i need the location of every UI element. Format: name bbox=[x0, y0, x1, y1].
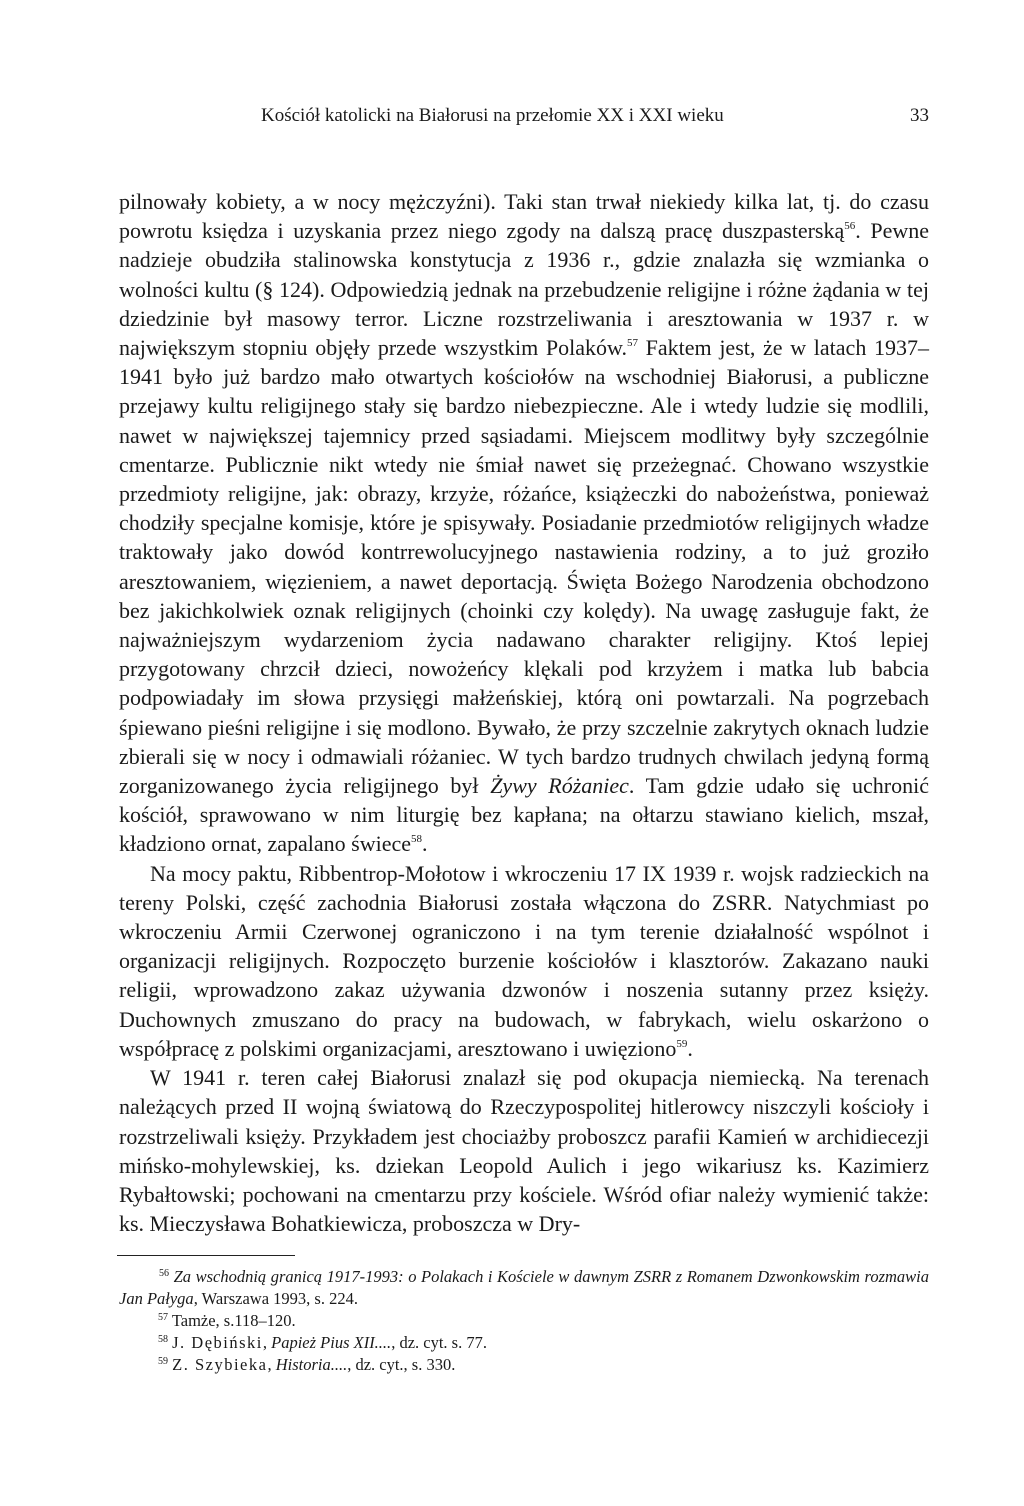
footnote-title: Za wschodnią granicą 1917-1993: o Polakach i Kościele w dawnym ZSRR z Romanem Dzwonkowskim rozmawia Jan Pałyga bbox=[119, 1267, 929, 1309]
running-header bbox=[119, 98, 929, 134]
footnote-author: Z. Szybieka bbox=[172, 1355, 268, 1375]
paragraph-text: Faktem jest, że w latach 1937–1941 było już bardzo mało otwartych kościołów na wschodniej Białorusi, a publiczne przejawy kultu religijnego stały się bardzo niebezpieczne. Ale i wtedy ludzie się modlili, nawet w największej tajemnicy przed sąsiadami. Miejscem modlitwy były szczególnie cmentarze. Publicznie nikt wtedy nie śmiał nawet się przeżegnać. Chowano wszystkie przedmioty religijne, jak: obrazy, krzyże, różańce, książeczki do nabożeństwa, ponieważ chodziły specjalne komisje, które je spisywały. Posiadanie przedmiotów religijnych władze traktowały jako dowód kontrrewolucyjnego nastawienia rodziny, a to już groziło aresztowaniem, więzieniem, a nawet deportacją. Święta Bożego Narodzenia obchodzono bez jakichkolwiek oznak religijnych (choinki czy kolędy). Na uwagę zasługuje fakt, że najważniejszym wydarzeniom życia nadawano charakter religijny. Ktoś lepiej przygotowany chrzcił dzieci, nowożeńcy klękali pod krzyżem i matka lub babcia podpowiadały im słowa przysięgi małżeńskiej, którą oni powtarzali. Na pogrzebach śpiewano pieśni religijne i się modlono. Bywało, że przy szczelnie zakrytych oknach ludzie zbierali się w nocy i odmawiali różaniec. W tych bardzo trudnych chwilach jedyną formą zorganizowanego życia religijnego był bbox=[119, 335, 929, 799]
paragraph-text: . bbox=[421, 831, 428, 857]
paragraph-text: pilnowały kobiety, a w nocy mężczyźni). Taki stan trwał niekiedy kilka lat, tj. do czasu powrotu księdza i uzyskania przez niego zgody na dalszą pracę duszpasterską bbox=[119, 189, 929, 244]
footnote-number: 59 bbox=[158, 1356, 168, 1368]
footnote-separator: , bbox=[262, 1333, 272, 1353]
footnote-56 bbox=[119, 1266, 929, 1310]
paragraph-text: Na mocy paktu, Ribbentrop-Mołotow i wkroczeniu 17 IX 1939 r. wojsk radzieckich na tereny Polski, część zachodnia Białorusi została włączona do ZSRR. Natychmiast po wkroczeniu Armii Czerwonej ograniczono i na tym terenie działalność wspólnot i organizacji religijnych. Rozpoczęto burzenie kościołów i klasztorów. Zakazano nauki religii, wprowadzono zakaz używania dzwonów i noszenia sutanny przez księży. Duchownych zmuszano do pracy na budowach, w fabrykach, wielu oskarżono o współpracę z polskimi organizacjami, aresztowano i uwięziono bbox=[119, 860, 929, 1061]
italic-term: Żywy Różaniec bbox=[490, 773, 629, 799]
paragraph-text: . Tam gdzie udało się uchronić kościół, sprawowano w nim liturgię bez kapłana; na ołtarzu stawiano kielich, mszał, kładziono ornat, zapalano świece bbox=[119, 773, 929, 857]
footnote-text: Tamże, s.118–120. bbox=[171, 1311, 296, 1331]
footnote-divider bbox=[117, 1255, 295, 1256]
paragraph-text: . Pewne nadzieje obudziła stalinowska konstytucja z 1936 r., gdzie znalazła się wzmianka o wolności kultu (§ 124). Odpowiedzią jednak na przebudzenie religijne i różne żądania w tej dziedzinie był masowy terror. Liczne rozstrzeliwania i aresztowania w 1937 r. w największym stopniu objęły przede wszystkim Polaków. bbox=[119, 218, 930, 361]
footnote-57 bbox=[119, 1310, 929, 1332]
main-text bbox=[119, 187, 929, 1238]
paragraph-3 bbox=[119, 1063, 929, 1238]
footnote-text: , dz. cyt. s. 77. bbox=[391, 1333, 487, 1353]
footnote-ref-56[interactable]: 56 bbox=[844, 220, 856, 233]
footnote-title: Historia.... bbox=[275, 1355, 348, 1375]
paragraph-text: W 1941 r. teren całej Białorusi znalazł się pod okupacja niemiecką. Na terenach należących przed II wojną światową do Rzeczypospolitej hitlerowcy niszczyli kościoły i rozstrzeliwali księży. Przykładem jest chociażby proboszcz parafii Kamień w archidiecezji mińsko-mohylewskiej, ks. dziekan Leopold Aulich i jego wikariusz ks. Kazimierz Rybałtowski; pochowani na cmentarzu przy kościele. Wśród ofiar należy wymienić także: ks. Mieczysława Bohatkiewicza, proboszcza w Dry- bbox=[119, 1065, 929, 1237]
footnote-separator: , bbox=[267, 1355, 276, 1375]
book-page bbox=[119, 98, 929, 1376]
footnote-author: J. Dębiński bbox=[172, 1333, 263, 1353]
footnote-number: 56 bbox=[159, 1268, 169, 1280]
footnote-ref-58[interactable]: 58 bbox=[410, 833, 422, 846]
footnote-ref-57[interactable]: 57 bbox=[627, 337, 638, 350]
footnote-number: 57 bbox=[158, 1312, 168, 1324]
footnote-58 bbox=[119, 1332, 929, 1354]
footnote-number: 58 bbox=[158, 1334, 168, 1346]
footnote-59 bbox=[119, 1354, 929, 1376]
footnote-text: , dz. cyt., s. 330. bbox=[347, 1355, 456, 1375]
footnote-ref-59[interactable]: 59 bbox=[676, 1037, 688, 1050]
paragraph-1 bbox=[119, 187, 929, 859]
footnotes bbox=[119, 1266, 929, 1376]
paragraph-2 bbox=[119, 859, 929, 1063]
footnote-title: Papież Pius XII.... bbox=[271, 1333, 392, 1353]
running-title: Kościół katolicki na Białorusi na przełomie XX i XXI wieku bbox=[261, 105, 724, 126]
footnote-text: , Warszawa 1993, s. 224. bbox=[193, 1289, 358, 1309]
page-number: 33 bbox=[910, 105, 929, 126]
paragraph-text: . bbox=[687, 1035, 693, 1061]
